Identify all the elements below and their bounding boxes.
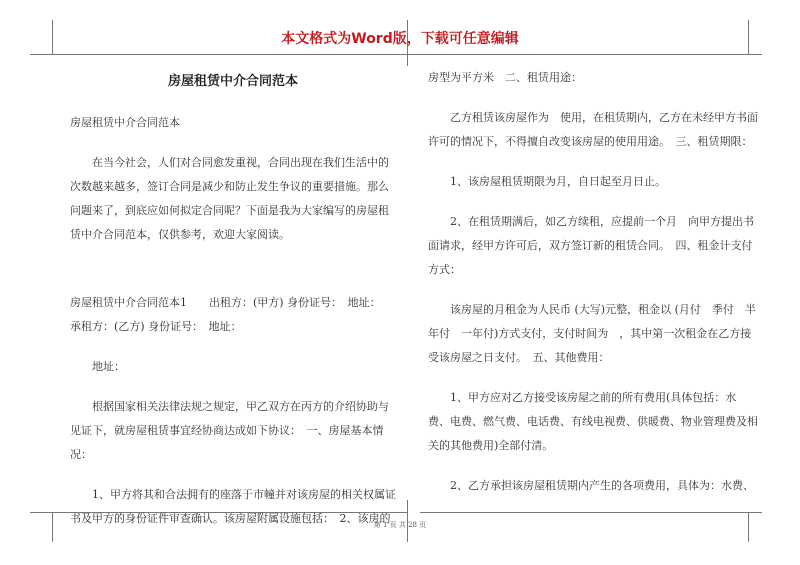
left-column [70, 70, 396, 531]
subtitle-paragraph: 房屋租赁中介合同范本 [70, 116, 180, 129]
parties-paragraph: 房屋租赁中介合同范本1 出租方：(甲方) 身份证号： 地址： 承租方：(乙方) 身份证号： 地址： [70, 296, 387, 333]
fees-paragraph: 1、甲方应对乙方接受该房屋之前的所有费用(具体包括：水费、电费、燃气费、电话费、有线电视费、供暖费、物业管理费及相关的其他费用)全部付清。 [428, 391, 758, 452]
page-footer: 第 1 页 共 28 页 [373, 521, 427, 529]
address-paragraph: 地址： [70, 360, 125, 373]
frame-top-left [30, 54, 422, 55]
intro-paragraph: 在当今社会，人们对合同愈发重视，合同出现在我们生活中的次数越来越多，签订合同是减少和防止发生争议的重要措施。那么问题来了，到底应如何拟定合同呢？下面是我为大家编写的房屋租赁中介合同范本，仅供参考，欢迎大家阅读。 [70, 156, 389, 241]
document-title: 房屋租赁中介合同范本 [167, 74, 298, 89]
agreement-paragraph: 根据国家相关法律法规之规定，甲乙双方在丙方的介绍协助与见证下，就房屋租赁事宜经协商达成如下协议： 一、房屋基本情况： [70, 400, 389, 461]
format-banner: 本文格式为Word版，下载可任意编辑 [281, 31, 519, 47]
rent-paragraph: 该房屋的月租金为人民币 (大写)元整，租金以 (月付 季付 半年付 一年付)方式支付，支付时间为 ，其中第一次租金在乙方接受该房屋之日支付。 五、其他费用： [428, 303, 756, 364]
frame-bottom-right [420, 512, 762, 513]
frame-top-right [422, 54, 762, 55]
renewal-paragraph: 2、在租赁期满后，如乙方续租，应提前一个月 向甲方提出书面请求，经甲方许可后，双方签订新的租赁合同。 四、租金计支付方式： [428, 215, 754, 276]
clause-1-paragraph: 1、甲方将其和合法拥有的座落于市幢并对该房屋的相关权属证书及甲方的身份证件审查确认。该房屋附属设施包括： 2、该房的 [70, 488, 396, 525]
usage-paragraph: 乙方租赁该房屋作为 使用，在租赁期内，乙方在未经甲方书面许可的情况下，不得擅自改变该房屋的使用用途。 三、租赁期限： [428, 111, 758, 148]
right-column [428, 66, 758, 498]
term-paragraph: 1、该房屋租赁期限为月，自日起至月日止。 [428, 175, 666, 188]
tenant-fees-paragraph: 2、乙方承担该房屋租赁期内产生的各项费用，具体为：水费、 [428, 479, 754, 492]
room-type-paragraph: 房型为平方米 二、租赁用途： [428, 71, 582, 84]
